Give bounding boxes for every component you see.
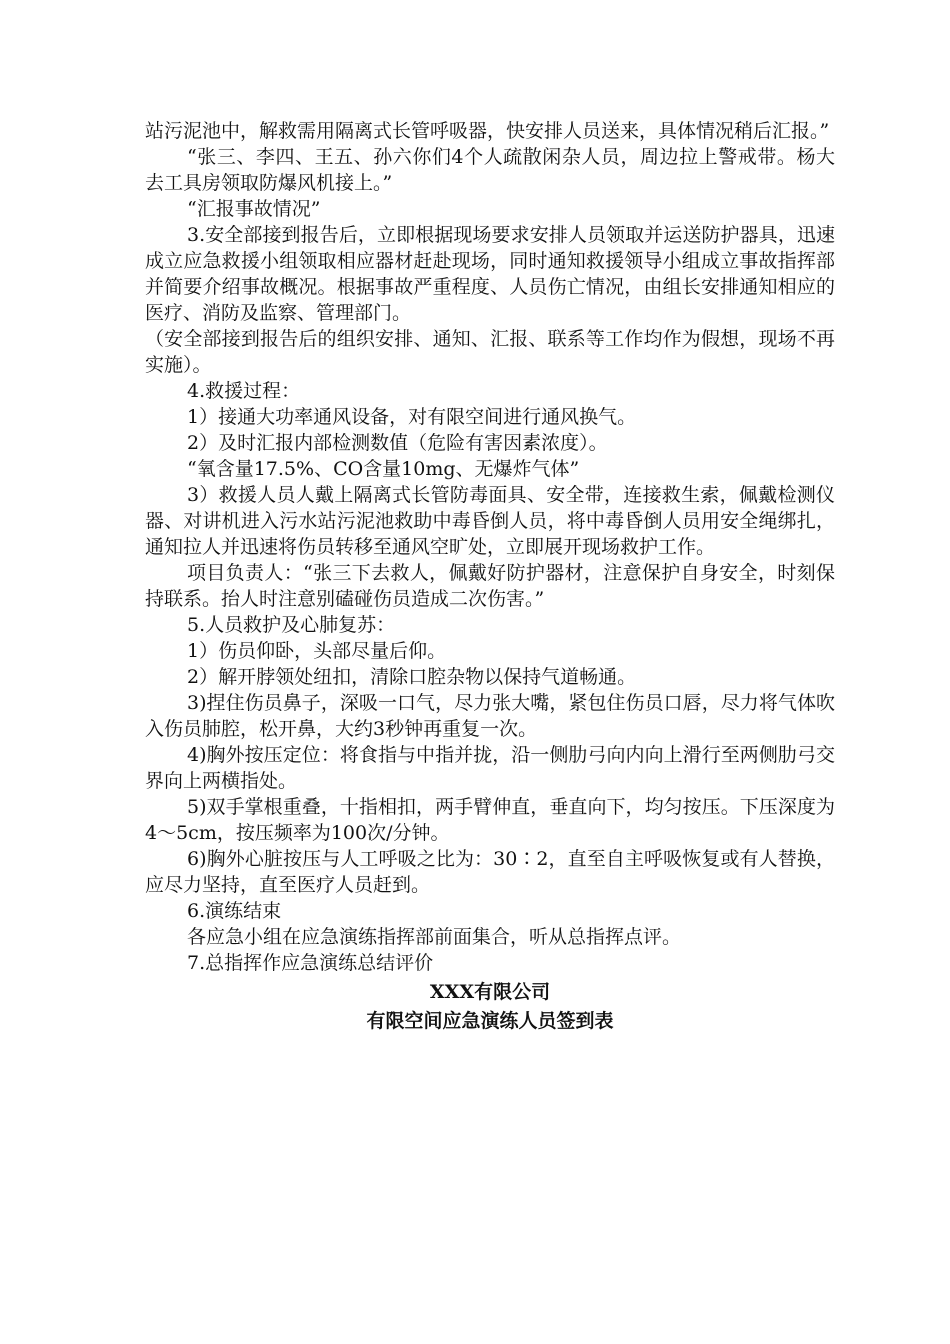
paragraph: 1）接通大功率通风设备，对有限空间进行通风换气。	[187, 406, 637, 428]
paragraph: 5)双手掌根重叠，十指相扣，两手臂伸直，垂直向下，均匀按压。下压深度为4～5cm，按压频率为100次/分钟。	[145, 796, 835, 844]
paragraph: 2）解开脖领处纽扣，清除口腔杂物以保持气道畅通。	[187, 666, 637, 688]
paragraph: 3）救援人员人戴上隔离式长管防毒面具、安全带，连接救生索，佩戴检测仪器、对讲机进入污水站污泥池救助中毒昏倒人员，将中毒昏倒人员用安全绳绑扎，通知拉人并迅速将伤员转移至通风空旷处，立即展开现场救护工作。	[145, 484, 835, 558]
paragraph: 5.人员救护及心肺复苏：	[187, 614, 396, 636]
paragraph: 站污泥池中，解救需用隔离式长管呼吸器，快安排人员送来，具体情况稍后汇报。”	[145, 120, 830, 142]
paragraph: 1）伤员仰卧，头部尽量后仰。	[187, 640, 447, 662]
paragraph: 2）及时汇报内部检测数值（危险有害因素浓度）。	[187, 432, 608, 454]
paragraph: 项目负责人：“张三下去救人，佩戴好防护器材，注意保护自身安全，时刻保持联系。抬人时注意别磕碰伤员造成二次伤害。”	[145, 562, 835, 610]
company-heading: XXX有限公司	[429, 981, 551, 1003]
paragraph: 4.救援过程：	[187, 380, 301, 402]
paragraph: “汇报事故情况”	[187, 198, 321, 220]
paragraph: “氧含量17.5%、CO含量10mg、无爆炸气体”	[187, 458, 580, 480]
paragraph: 3)捏住伤员鼻子，深吸一口气，尽力张大嘴，紧包住伤员口唇，尽力将气体吹入伤员肺腔，松开鼻，大约3秒钟再重复一次。	[145, 692, 835, 740]
paragraph: 3.安全部接到报告后，立即根据现场要求安排人员领取并运送防护器具，迅速成立应急救援小组领取相应器材赶赴现场，同时通知救援领导小组成立事故指挥部并简要介绍事故概况。根据事故严重程度、人员伤亡情况，由组长安排通知相应的医疗、消防及监察、管理部门。	[145, 224, 835, 324]
sign-in-table-title: 有限空间应急演练人员签到表	[366, 1010, 614, 1032]
paragraph: 各应急小组在应急演练指挥部前面集合，听从总指挥点评。	[187, 926, 682, 948]
document-page	[145, 118, 835, 1036]
paragraph: “张三、李四、王五、孙六你们4个人疏散闲杂人员，周边拉上警戒带。杨大去工具房领取防爆风机接上。”	[145, 146, 835, 194]
document-body	[145, 118, 835, 976]
paragraph: 6)胸外心脏按压与人工呼吸之比为：30∶2，直至自主呼吸恢复或有人替换，应尽力坚持，直至医疗人员赶到。	[145, 848, 835, 896]
paragraph: 7.总指挥作应急演练总结评价	[187, 952, 434, 974]
paragraph: 4)胸外按压定位：将食指与中指并拢，沿一侧肋弓向内向上滑行至两侧肋弓交界向上两横指处。	[145, 744, 835, 792]
paragraph: （安全部接到报告后的组织安排、通知、汇报、联系等工作均作为假想，现场不再实施）。	[145, 328, 835, 376]
paragraph: 6.演练结束	[187, 900, 282, 922]
